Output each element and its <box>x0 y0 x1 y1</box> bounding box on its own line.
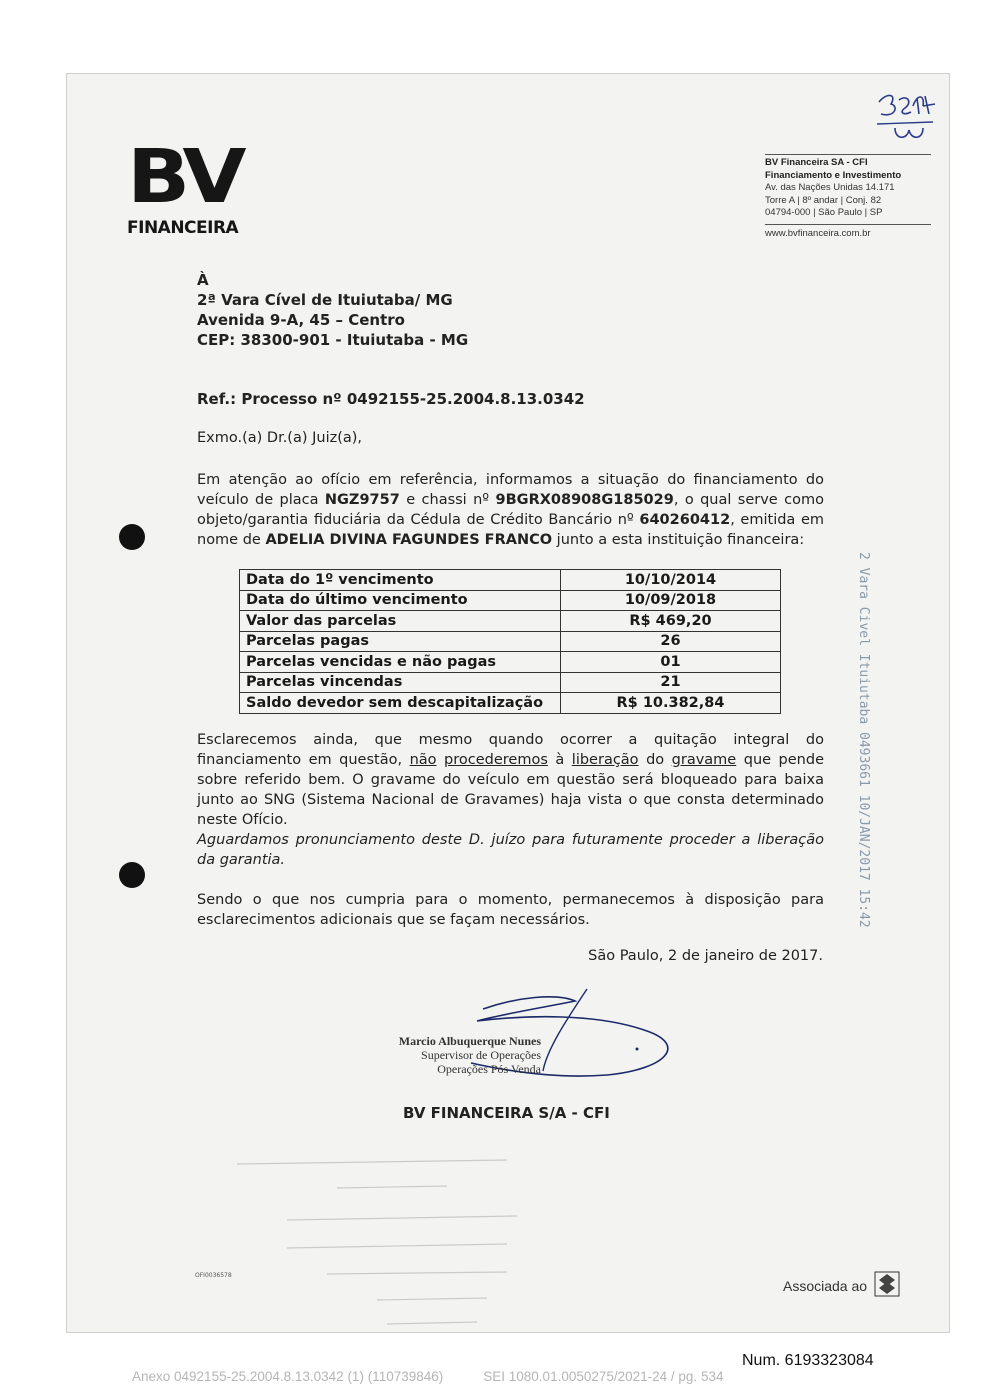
signer-name: Marcio Albuquerque Nunes <box>398 1034 541 1048</box>
greeting: Exmo.(a) Dr.(a) Juiz(a), <box>197 430 363 446</box>
footer-annotation <box>132 1369 723 1384</box>
paragraph-awaiting: Aguardamos pronunciamento deste D. juízo para futuramente proceder a liberação da garantia. <box>197 832 824 868</box>
handwritten-page-number <box>873 84 943 144</box>
recipient-address <box>197 270 468 350</box>
banco-do-brasil-icon <box>873 1270 901 1298</box>
court-receipt-stamp-text: 2 Vara Civel Ituiutaba 0493661 10/JAN/2017 15:42 <box>856 552 871 928</box>
vehicle-plate: NGZ9757 <box>324 492 400 508</box>
table-cell-label: Valor das parcelas <box>240 611 561 632</box>
table-cell-value: 01 <box>561 652 781 673</box>
table-cell-value: R$ 10.382,84 <box>561 693 781 714</box>
table-cell-label: Parcelas pagas <box>240 631 561 652</box>
associated-label: Associada ao <box>783 1278 868 1294</box>
table-row <box>240 693 781 714</box>
table-row <box>240 631 781 652</box>
company-website: www.bvfinanceira.com.br <box>765 227 871 239</box>
signer-role: Supervisor de Operações <box>421 1048 541 1062</box>
recipient-line: CEP: 38300-901 - Ituiutaba - MG <box>197 331 469 349</box>
recipient-line: À <box>197 271 209 289</box>
table-cell-label: Data do último vencimento <box>240 590 561 611</box>
footer-right: SEI 1080.01.0050275/2021-24 / pg. 534 <box>483 1369 724 1384</box>
company-signature: BV FINANCEIRA S/A - CFI <box>403 1104 610 1122</box>
table-row <box>240 611 781 632</box>
bv-logo: BV <box>127 134 243 220</box>
recipient-line: Avenida 9-A, 45 – Centro <box>197 311 405 329</box>
paragraph-clarification: Esclarecemos ainda, que mesmo quando ocorrer a quitação integral do financiamento em questão, não procederemos à liberação do gravame que pende sobre referido bem. O gravame do veículo em questão será bloqueado para baixa junto ao SNG (Sistema Nacional de Gravames) haja vista o que consta determinado neste Ofício. <box>197 732 825 828</box>
date-line: São Paulo, 2 de janeiro de 2017. <box>588 948 823 964</box>
table-cell-value: 10/09/2018 <box>561 590 781 611</box>
table-row <box>240 570 781 591</box>
company-info-block <box>765 154 931 240</box>
company-subtitle: Financiamento e Investimento <box>765 169 902 181</box>
document-number: Num. 6193323084 <box>742 1352 874 1369</box>
signer-dept: Operações Pós Venda <box>437 1062 541 1076</box>
paragraph-closing: Sendo o que nos cumpria para o momento, permanecemos à disposição para esclarecimentos adicionais que se façam necessários. <box>197 892 824 928</box>
table-cell-value: 26 <box>561 631 781 652</box>
table-cell-label: Saldo devedor sem descapitalização <box>240 693 561 714</box>
company-address-1: Av. das Nações Unidas 14.171 <box>765 182 895 193</box>
table-cell-value: 10/10/2014 <box>561 570 781 591</box>
table-row <box>240 652 781 673</box>
company-name: BV Financeira SA - CFI <box>765 157 868 168</box>
company-block-rule <box>765 154 931 155</box>
signer-block <box>359 1034 541 1076</box>
scanned-page <box>66 73 950 1333</box>
document-code: OFI0036578 <box>195 1272 232 1279</box>
company-address-3: 04794-000 | São Paulo | SP <box>765 207 883 218</box>
recipient-line: 2ª Vara Cível de Ituiutaba/ MG <box>197 291 453 309</box>
table-cell-value: 21 <box>561 672 781 693</box>
company-address-2: Torre A | 8º andar | Conj. 82 <box>765 194 882 206</box>
table-cell-value: R$ 469,20 <box>561 611 781 632</box>
ccb-number: 640260412 <box>639 512 731 528</box>
financing-table <box>239 569 781 714</box>
process-reference: Ref.: Processo nº 0492155-25.2004.8.13.0342 <box>197 390 585 408</box>
faded-court-stamp <box>227 1144 527 1333</box>
binder-hole <box>119 862 145 888</box>
court-receipt-stamp <box>851 552 871 932</box>
chassis-number: 9BGRX08908G185029 <box>495 492 674 508</box>
footer-left: Anexo 0492155-25.2004.8.13.0342 (1) (110739846) <box>132 1369 444 1384</box>
table-cell-label: Data do 1º vencimento <box>240 570 561 591</box>
table-cell-label: Parcelas vincendas <box>240 672 561 693</box>
bv-logo-subtitle: FINANCEIRA <box>127 218 239 238</box>
table-cell-label: Parcelas vencidas e não pagas <box>240 652 561 673</box>
table-row <box>240 590 781 611</box>
binder-hole <box>119 524 145 550</box>
table-row <box>240 672 781 693</box>
debtor-name: ADELIA DIVINA FAGUNDES FRANCO <box>265 532 553 548</box>
company-block-rule <box>765 224 931 225</box>
paragraph-intro: Em atenção ao ofício em referência, informamos a situação do financiamento do veículo de placa NGZ9757 e chassi nº 9BGRX08908G185029, o qual serve como objeto/garantia fiduciária da Cédula de Crédito Bancário nº 640260412, emitida em nome de ADELIA DIVINA FAGUNDES FRANCO junto a esta instituição financeira: <box>197 472 824 548</box>
